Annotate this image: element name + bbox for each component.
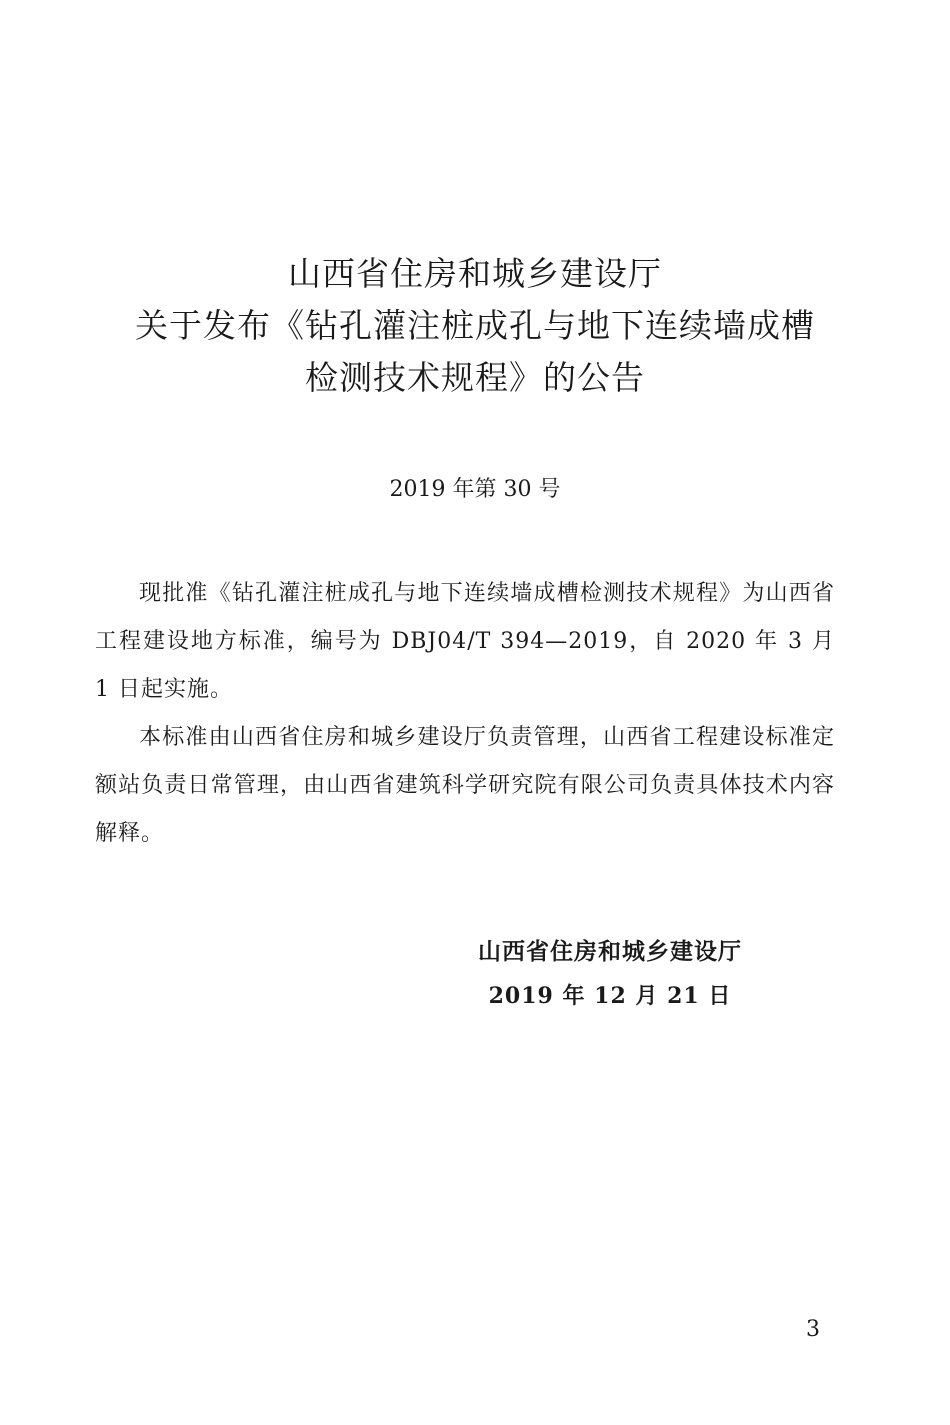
title-line-1: 山西省住房和城乡建设厅 bbox=[288, 254, 662, 293]
document-number: 2019 年第 30 号 bbox=[389, 477, 561, 502]
announcement-body bbox=[95, 570, 835, 858]
paragraph-management: 本标准由山西省住房和城乡建设厅负责管理，山西省工程建设标准定额站负责日常管理，由山西省建筑科学研究院有限公司负责具体技术内容解释。 bbox=[95, 725, 835, 846]
title-line-3: 检测技术规程》的公告 bbox=[305, 358, 645, 397]
title-line-2: 关于发布《钻孔灌注桩成孔与地下连续墙成槽 bbox=[135, 306, 815, 345]
page-number: 3 bbox=[806, 1317, 820, 1342]
announcement-title bbox=[0, 248, 950, 404]
signature-organization: 山西省住房和城乡建设厅 bbox=[478, 939, 742, 965]
paragraph-approval: 现批准《钻孔灌注桩成孔与地下连续墙成槽检测技术规程》为山西省工程建设地方标准，编号为 DBJ04/T 394—2019，自 2020 年 3 月 1 日起实施。 bbox=[95, 581, 835, 702]
signature-block bbox=[430, 930, 790, 1018]
signature-date: 2019 年 12 月 21 日 bbox=[488, 983, 732, 1009]
